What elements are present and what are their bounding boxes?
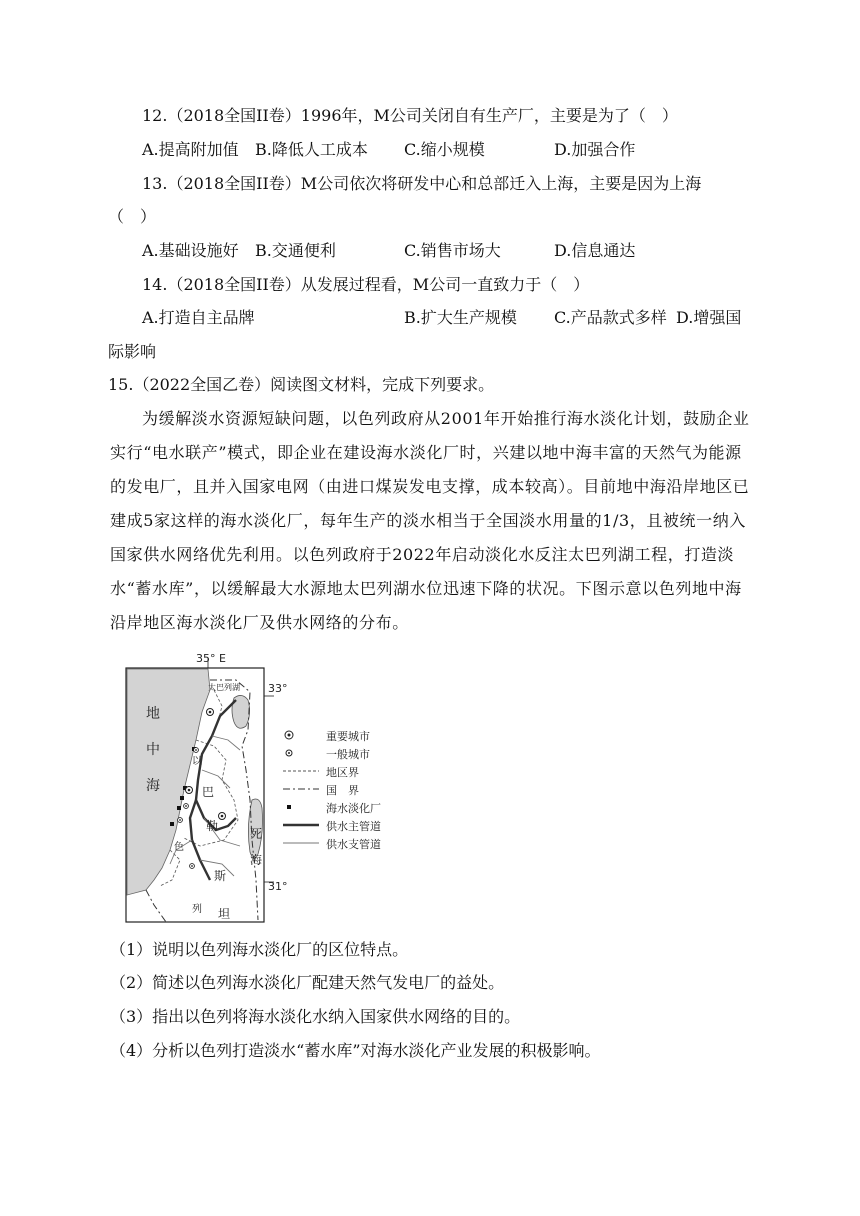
legend-label-major-city: 重要城市 <box>326 730 370 743</box>
question-12-stem: 12.（2018全国II卷）1996年，M公司关闭自有生产厂，主要是为了（ ） <box>142 106 678 125</box>
major-city-marker <box>186 787 193 794</box>
sea-label-1: 地 <box>146 706 160 722</box>
city-marker <box>178 818 183 823</box>
lake-tiberias-label: 太巴列湖 <box>208 683 240 692</box>
q14-option-c: C.产品款式多样 <box>554 308 667 327</box>
q12-option-c: C.缩小规模 <box>404 140 485 159</box>
desalination-plant-marker <box>170 822 174 826</box>
material-text: 为缓解淡水资源短缺问题，以色列政府从2001年开始推行海水淡化计划，鼓励企业实行“电水联产”模式，即企业在建设海水淡化厂时，兴建以地中海丰富的天然气为能源的发电厂，且并入国家电网（由进口煤炭发电支撑，成本较高）。目前地中海沿岸地区已建成5家这样的海水淡化厂，每年生产的淡水相当于全国淡水用量的1/3，且被统一纳入国家供水网络优先利用。以色列政府于2022年启动淡化水反注太巴列湖工程，打造淡水“蓄水库”，以缓解最大水源地太巴列湖水位迅速下降的状况。下图示意以色列地中海沿岸地区海水淡化厂及供水网络的分布。 <box>110 409 750 632</box>
question-13-stem: 13.（2018全国II卷）M公司依次将研发中心和总部迁入上海，主要是因为上海 <box>142 174 702 193</box>
question-15-stem: 15.（2022全国乙卷）阅读图文材料，完成下列要求。 <box>108 375 495 394</box>
question-14-stem: 14.（2018全国II卷）从发展过程看，M公司一直致力于（ ） <box>142 275 590 294</box>
q12-option-b: B.降低人工成本 <box>255 140 368 159</box>
region-label-3: 斯 <box>214 869 227 883</box>
branch-pipeline-icon <box>282 836 320 850</box>
desalination-plant-marker <box>180 796 184 800</box>
major-city-icon <box>282 728 320 742</box>
major-city-marker <box>219 813 226 820</box>
major-city-marker <box>207 709 214 716</box>
sea-label-2: 中 <box>146 742 160 758</box>
dead-sea-label-1: 死 <box>250 827 263 841</box>
subquestion-1: （1）说明以色列海水淡化厂的区位特点。 <box>110 940 409 959</box>
israel-label-3: 列 <box>192 904 202 915</box>
dead-sea-label-2: 海 <box>250 853 263 867</box>
legend-label-region-boundary: 地区界 <box>326 766 359 779</box>
israel-label-2: 色 <box>174 842 184 853</box>
region-label-1: 巴 <box>202 785 215 799</box>
city-marker <box>190 864 195 869</box>
q14-option-d: D.增强国 <box>676 308 742 327</box>
q13-option-a: A.基础设施好 <box>142 241 239 260</box>
latitude-label-top: 33° <box>268 682 288 695</box>
region-label-2: 勒 <box>206 819 219 833</box>
q14-option-d-cont: 际影响 <box>108 342 157 361</box>
question-13-stem-cont: （ ） <box>108 207 157 226</box>
desalination-plant-icon <box>282 800 320 814</box>
city-marker <box>194 748 199 753</box>
subquestion-4: （4）分析以色列打造淡水“蓄水库”对海水淡化产业发展的积极影响。 <box>110 1041 601 1060</box>
q13-option-d: D.信息通达 <box>554 241 636 260</box>
legend-label-main-pipeline: 供水主管道 <box>326 820 381 833</box>
subquestion-3: （3）指出以色列将海水淡化水纳入国家供水网络的目的。 <box>110 1007 521 1026</box>
legend-label-city: 一般城市 <box>326 748 370 761</box>
israel-map-figure <box>110 650 410 930</box>
desalination-plant-marker <box>177 806 181 810</box>
city-icon <box>282 746 320 760</box>
q13-option-b: B.交通便利 <box>255 241 336 260</box>
legend-label-branch-pipeline: 供水支管道 <box>326 838 381 851</box>
region-label-4: 坦 <box>218 907 231 921</box>
q12-option-d: D.加强合作 <box>554 140 636 159</box>
material-paragraph <box>110 402 750 640</box>
q12-option-a: A.提高附加值 <box>142 140 239 159</box>
israel-map <box>110 650 410 930</box>
main-pipeline-icon <box>282 818 320 832</box>
q14-option-b: B.扩大生产规模 <box>404 308 517 327</box>
longitude-label: 35° E <box>196 652 226 665</box>
legend-label-national-boundary: 国 界 <box>326 784 359 797</box>
israel-label-1: 以 <box>192 756 202 767</box>
subquestion-2: （2）简述以色列海水淡化厂配建天然气发电厂的益处。 <box>110 973 505 992</box>
q14-option-a: A.打造自主品牌 <box>142 308 255 327</box>
city-marker <box>184 804 189 809</box>
latitude-label-bottom: 31° <box>268 880 288 893</box>
sea-label-3: 海 <box>146 778 160 794</box>
national-boundary-icon <box>282 782 320 796</box>
q13-option-c: C.销售市场大 <box>404 241 501 260</box>
legend-label-desalination-plant: 海水淡化厂 <box>326 802 381 815</box>
region-boundary-icon <box>282 764 320 778</box>
